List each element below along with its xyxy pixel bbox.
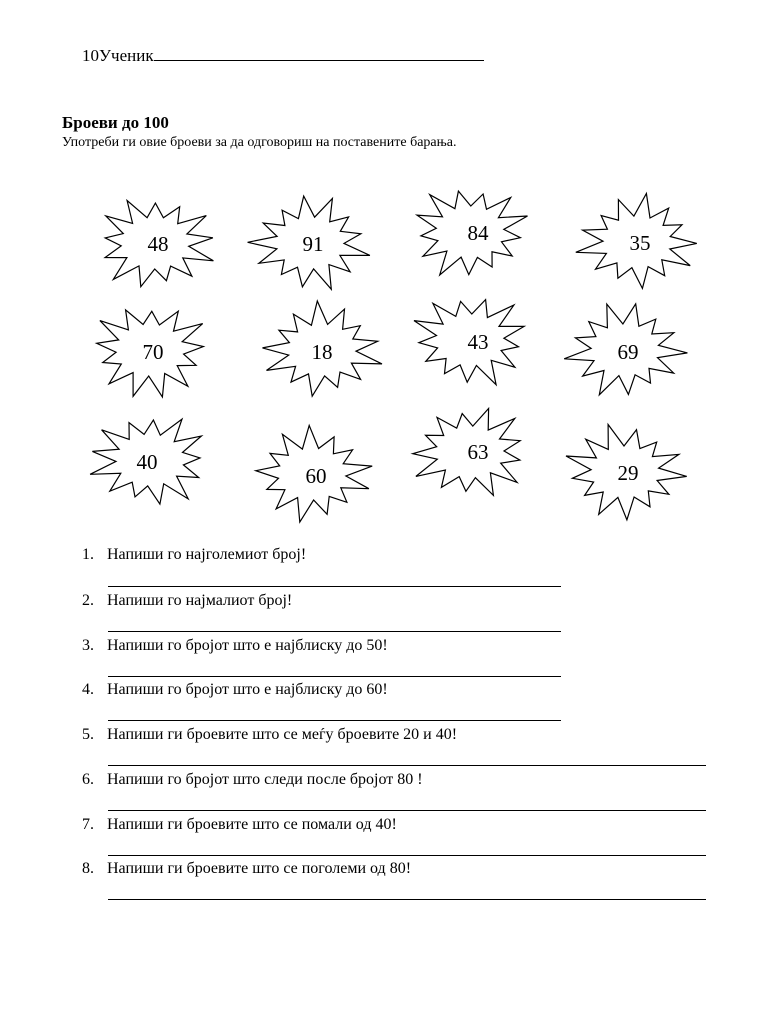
answer-line-7[interactable]: [108, 855, 706, 856]
question-text: Напиши го бројот што е најблиску до 60!: [107, 681, 388, 698]
number-star: [248, 196, 370, 289]
number-star: [90, 419, 201, 504]
star-number: 60: [305, 464, 327, 488]
question-4: [82, 681, 388, 699]
worksheet-instruction: Употреби ги овие броеви за да одговориш на поставените барања.: [62, 135, 457, 150]
number-star: [576, 194, 697, 289]
question-text: Напиши го бројот што следи после бројот 80 !: [107, 771, 423, 788]
star-number: 63: [467, 440, 489, 464]
star-number: 48: [147, 232, 169, 256]
answer-line-2[interactable]: [108, 631, 561, 632]
number-star: [105, 201, 213, 287]
question-5: [82, 726, 457, 744]
number-star: [566, 425, 687, 520]
question-text: Напиши го најголемиот број!: [107, 546, 307, 563]
star-number: 43: [467, 330, 489, 354]
question-7: [82, 816, 397, 834]
question-text: Напиши ги броевите што се меѓу броевите 20 и 40!: [107, 726, 458, 743]
question-number: 3.: [82, 637, 94, 654]
answer-line-1[interactable]: [108, 586, 561, 587]
question-1: [82, 546, 306, 564]
answer-line-4[interactable]: [108, 720, 561, 721]
star-number: 18: [311, 340, 333, 364]
answer-line-5[interactable]: [108, 765, 706, 766]
star-number: 29: [617, 461, 639, 485]
question-number: 1.: [82, 546, 94, 563]
question-text: Напиши го бројот што е најблиску до 50!: [107, 637, 388, 654]
question-3: [82, 637, 388, 655]
number-star: [417, 191, 528, 275]
question-text: Напиши ги броевите што се помали од 40!: [107, 816, 397, 833]
star-number: 70: [142, 340, 164, 364]
question-number: 4.: [82, 681, 94, 698]
question-text: Напиши го најмалиот број!: [107, 592, 293, 609]
question-number: 2.: [82, 592, 94, 609]
answer-line-3[interactable]: [108, 676, 561, 677]
worksheet-title: Броеви до 100: [62, 113, 169, 132]
number-star: [414, 300, 524, 385]
star-burst-shape: [413, 409, 520, 496]
star-number: 35: [629, 231, 651, 255]
question-number: 5.: [82, 726, 94, 743]
star-number: 91: [302, 232, 324, 256]
question-number: 8.: [82, 860, 94, 877]
number-star: [413, 409, 520, 496]
star-number: 40: [136, 450, 158, 474]
number-star: [564, 304, 687, 395]
number-star: [263, 301, 383, 396]
answer-line-6[interactable]: [108, 810, 706, 811]
question-2: [82, 592, 292, 610]
question-text: Напиши ги броевите што се поголеми од 80!: [107, 860, 412, 877]
number-star: [256, 425, 372, 522]
number-star: [97, 310, 204, 397]
star-number: 69: [617, 340, 639, 364]
question-number: 6.: [82, 771, 94, 788]
student-label: 10Ученик: [82, 46, 154, 65]
answer-line-8[interactable]: [108, 899, 706, 900]
question-number: 7.: [82, 816, 94, 833]
question-8: [82, 860, 411, 878]
star-number: 84: [467, 221, 489, 245]
question-6: [82, 771, 423, 789]
